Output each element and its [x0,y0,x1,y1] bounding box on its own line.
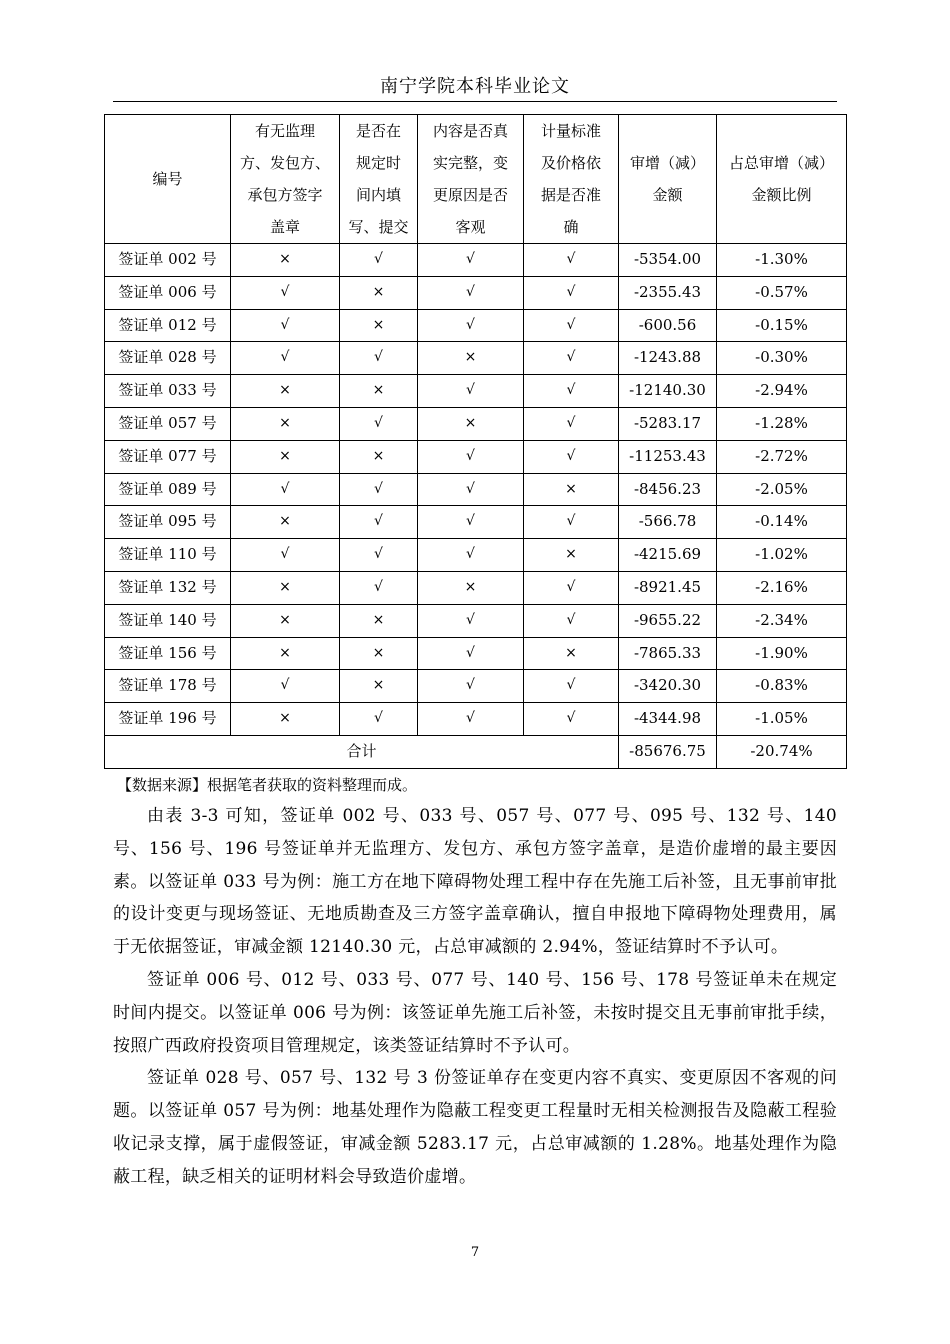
header-cell: 审增（减） 金额 [619,115,717,244]
timely-submit-check-cell: √ [340,506,418,539]
pricing-basis-check-cell: × [524,539,619,572]
signature-check-cell: √ [231,309,340,342]
table-row [105,506,847,539]
audit-ratio-cell: -1.30% [717,244,847,277]
audit-amount-cell: -4215.69 [619,539,717,572]
header-cell: 编号 [105,115,231,244]
content-authentic-check-cell: √ [418,440,524,473]
table-body [105,244,847,769]
timely-submit-check-cell: √ [340,473,418,506]
content-authentic-check-cell: √ [418,506,524,539]
pricing-basis-check-cell: √ [524,276,619,309]
timely-submit-check-cell: √ [340,539,418,572]
signature-check-cell: √ [231,539,340,572]
header-cell: 占总审增（减） 金额比例 [717,115,847,244]
signature-check-cell: × [231,440,340,473]
audit-amount-cell: -1243.88 [619,342,717,375]
content-authentic-check-cell: √ [418,473,524,506]
pricing-basis-check-cell: √ [524,342,619,375]
content-authentic-check-cell: × [418,342,524,375]
audit-amount-cell: -2355.43 [619,276,717,309]
visa-id-cell: 签证单 006 号 [105,276,231,309]
content-authentic-check-cell: √ [418,539,524,572]
table-row [105,375,847,408]
timely-submit-check-cell: √ [340,571,418,604]
visa-id-cell: 签证单 132 号 [105,571,231,604]
signature-check-cell: √ [231,670,340,703]
body-paragraph: 签证单 006 号、012 号、033 号、077 号、140 号、156 号、178 号签证单未在规定时间内提交。以签证单 006 号为例：该签证单先施工后补签，未按时提交且无事前审批手续，按照广西政府投资项目管理规定，该类签证结算时不予认可。 [113,969,837,1056]
audit-amount-cell: -5283.17 [619,407,717,440]
audit-amount-cell: -8456.23 [619,473,717,506]
pricing-basis-check-cell: √ [524,604,619,637]
visa-id-cell: 签证单 156 号 [105,637,231,670]
audit-ratio-cell: -0.15% [717,309,847,342]
page-number: 7 [470,1245,480,1260]
signature-check-cell: × [231,244,340,277]
audit-amount-cell: -5354.00 [619,244,717,277]
timely-submit-check-cell: √ [340,342,418,375]
visa-id-cell: 签证单 196 号 [105,703,231,736]
body-text [113,800,837,1194]
visa-id-cell: 签证单 002 号 [105,244,231,277]
table-row [105,637,847,670]
audit-ratio-cell: -1.05% [717,703,847,736]
timely-submit-check-cell: × [340,309,418,342]
table-row [105,539,847,572]
table-row [105,571,847,604]
total-amount: -85676.75 [619,735,717,768]
audit-ratio-cell: -0.83% [717,670,847,703]
audit-amount-cell: -7865.33 [619,637,717,670]
signature-check-cell: √ [231,276,340,309]
header-cell: 是否在 规定时 间内填 写、提交 [340,115,418,244]
body-paragraph: 签证单 028 号、057 号、132 号 3 份签证单存在变更内容不真实、变更原因不客观的问题。以签证单 057 号为例：地基处理作为隐蔽工程变更工程量时无相关检测报告及隐蔽工程验收记录支撑，属于虚假签证，审减金额 5283.17 元，占总审减额的 1.28%。地基处理作为隐蔽工程，缺乏相关的证明材料会导致造价虚增。 [113,1068,837,1187]
total-label: 合计 [105,735,619,768]
table-row [105,440,847,473]
content-authentic-check-cell: × [418,407,524,440]
pricing-basis-check-cell: √ [524,309,619,342]
signature-check-cell: × [231,407,340,440]
signature-check-cell: × [231,375,340,408]
signature-check-cell: × [231,604,340,637]
header-divider [113,101,837,102]
signature-check-cell: × [231,637,340,670]
visa-id-cell: 签证单 095 号 [105,506,231,539]
audit-ratio-cell: -2.94% [717,375,847,408]
audit-amount-cell: -566.78 [619,506,717,539]
page-header-title: 南宁学院本科毕业论文 [380,76,570,97]
audit-ratio-cell: -2.05% [717,473,847,506]
timely-submit-check-cell: × [340,670,418,703]
audit-amount-cell: -4344.98 [619,703,717,736]
visa-id-cell: 签证单 077 号 [105,440,231,473]
audit-amount-cell: -3420.30 [619,670,717,703]
timely-submit-check-cell: √ [340,244,418,277]
table-row [105,276,847,309]
audit-amount-cell: -600.56 [619,309,717,342]
signature-check-cell: × [231,703,340,736]
table-row [105,407,847,440]
visa-id-cell: 签证单 178 号 [105,670,231,703]
audit-ratio-cell: -2.34% [717,604,847,637]
header-cell: 有无监理 方、发包方、 承包方签字 盖章 [231,115,340,244]
header-cell: 内容是否真 实完整，变 更原因是否 客观 [418,115,524,244]
visa-id-cell: 签证单 089 号 [105,473,231,506]
audit-ratio-cell: -1.90% [717,637,847,670]
audit-amount-cell: -9655.22 [619,604,717,637]
timely-submit-check-cell: × [340,375,418,408]
audit-ratio-cell: -0.30% [717,342,847,375]
pricing-basis-check-cell: √ [524,375,619,408]
signature-check-cell: √ [231,342,340,375]
signature-check-cell: √ [231,473,340,506]
table-row [105,703,847,736]
content-authentic-check-cell: √ [418,309,524,342]
signature-check-cell: × [231,571,340,604]
data-source-note: 【数据来源】根据笔者获取的资料整理而成。 [117,776,418,794]
pricing-basis-check-cell: × [524,637,619,670]
table-row [105,604,847,637]
visa-id-cell: 签证单 057 号 [105,407,231,440]
visa-id-cell: 签证单 140 号 [105,604,231,637]
audit-ratio-cell: -0.57% [717,276,847,309]
table-total-row [105,735,847,768]
content-authentic-check-cell: √ [418,670,524,703]
visa-id-cell: 签证单 110 号 [105,539,231,572]
pricing-basis-check-cell: √ [524,670,619,703]
table-row [105,473,847,506]
audit-amount-cell: -12140.30 [619,375,717,408]
content-authentic-check-cell: √ [418,375,524,408]
visa-id-cell: 签证单 028 号 [105,342,231,375]
content-authentic-check-cell: √ [418,703,524,736]
audit-amount-cell: -11253.43 [619,440,717,473]
audit-ratio-cell: -1.02% [717,539,847,572]
audit-ratio-cell: -2.72% [717,440,847,473]
visa-audit-table [104,114,847,769]
pricing-basis-check-cell: √ [524,571,619,604]
pricing-basis-check-cell: × [524,473,619,506]
header-cell: 计量标准 及价格依 据是否准 确 [524,115,619,244]
table-row [105,670,847,703]
audit-amount-cell: -8921.45 [619,571,717,604]
audit-ratio-cell: -1.28% [717,407,847,440]
total-ratio: -20.74% [717,735,847,768]
timely-submit-check-cell: × [340,604,418,637]
timely-submit-check-cell: √ [340,407,418,440]
visa-id-cell: 签证单 012 号 [105,309,231,342]
table-header-row [105,115,847,244]
timely-submit-check-cell: × [340,440,418,473]
timely-submit-check-cell: √ [340,703,418,736]
content-authentic-check-cell: √ [418,276,524,309]
table-row [105,244,847,277]
visa-id-cell: 签证单 033 号 [105,375,231,408]
table-row [105,309,847,342]
timely-submit-check-cell: × [340,276,418,309]
content-authentic-check-cell: × [418,571,524,604]
table-row [105,342,847,375]
pricing-basis-check-cell: √ [524,440,619,473]
pricing-basis-check-cell: √ [524,506,619,539]
pricing-basis-check-cell: √ [524,407,619,440]
content-authentic-check-cell: √ [418,244,524,277]
audit-ratio-cell: -2.16% [717,571,847,604]
timely-submit-check-cell: × [340,637,418,670]
body-paragraph: 由表 3-3 可知，签证单 002 号、033 号、057 号、077 号、095 号、132 号、140 号、156 号、196 号签证单并无监理方、发包方、承包方签字盖章，是造价虚增的最主要因素。以签证单 033 号为例：施工方在地下障碍物处理工程中存在先施工后补签，且无事前审批的设计变更与现场签证、无地质勘查及三方签字盖章确认，擅自申报地下障碍物处理费用，属于无依据签证，审减金额 12140.30 元，占总审减额的 2.94%，签证结算时不予认可。 [113,806,837,958]
audit-ratio-cell: -0.14% [717,506,847,539]
pricing-basis-check-cell: √ [524,244,619,277]
signature-check-cell: × [231,506,340,539]
content-authentic-check-cell: √ [418,637,524,670]
pricing-basis-check-cell: √ [524,703,619,736]
content-authentic-check-cell: √ [418,604,524,637]
